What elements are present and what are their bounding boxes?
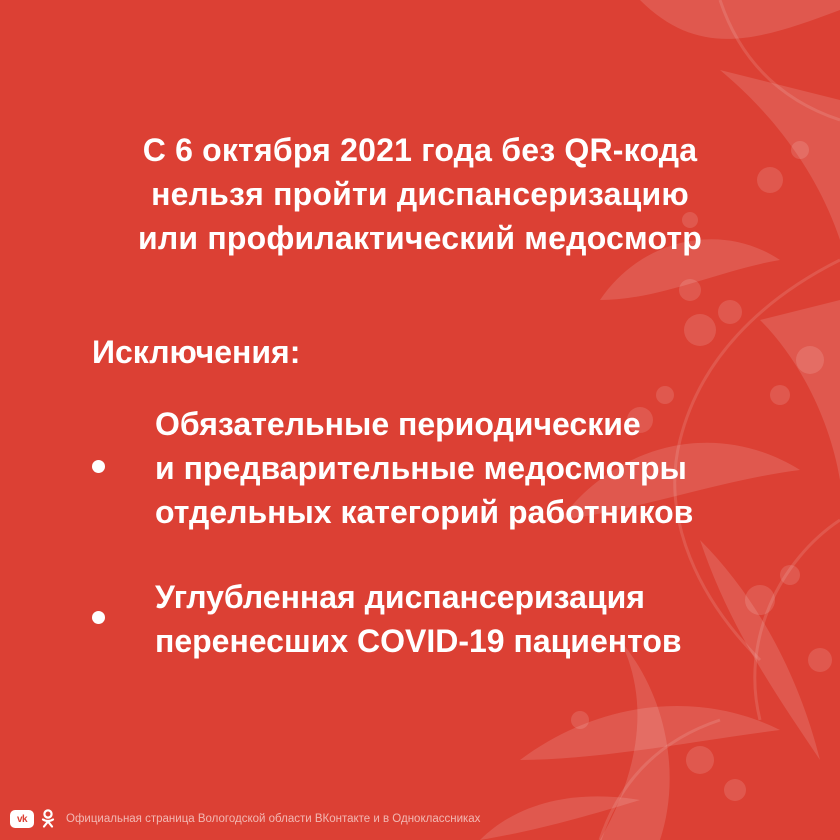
- odnoklassniki-icon[interactable]: [40, 809, 56, 829]
- exceptions-title: Исключения:: [92, 334, 301, 370]
- footer-text: Официальная страница Вологодской области ВКонтакте и в Одноклассниках: [66, 813, 481, 825]
- headline-line-1: С 6 октября 2021 года без QR-кода: [142, 132, 698, 168]
- bullet-icon: [92, 460, 105, 473]
- exception-item-text: [155, 575, 682, 663]
- headline-line-2: нельзя пройти диспансеризацию: [151, 176, 689, 212]
- exception-item-line: отдельных категорий работников: [155, 494, 694, 530]
- exception-item-line: перенесших COVID-19 пациентов: [155, 623, 682, 659]
- vk-icon[interactable]: vk: [10, 810, 34, 828]
- exception-item-text: [155, 402, 693, 534]
- footer: [10, 808, 480, 830]
- exception-item-line: Обязательные периодические: [155, 406, 641, 442]
- exception-item-line: и предварительные медосмотры: [155, 450, 687, 486]
- headline: [0, 128, 840, 260]
- headline-line-3: или профилактический медосмотр: [137, 220, 703, 256]
- exception-item-line: Углубленная диспансеризация: [155, 579, 645, 615]
- bullet-icon: [92, 611, 105, 624]
